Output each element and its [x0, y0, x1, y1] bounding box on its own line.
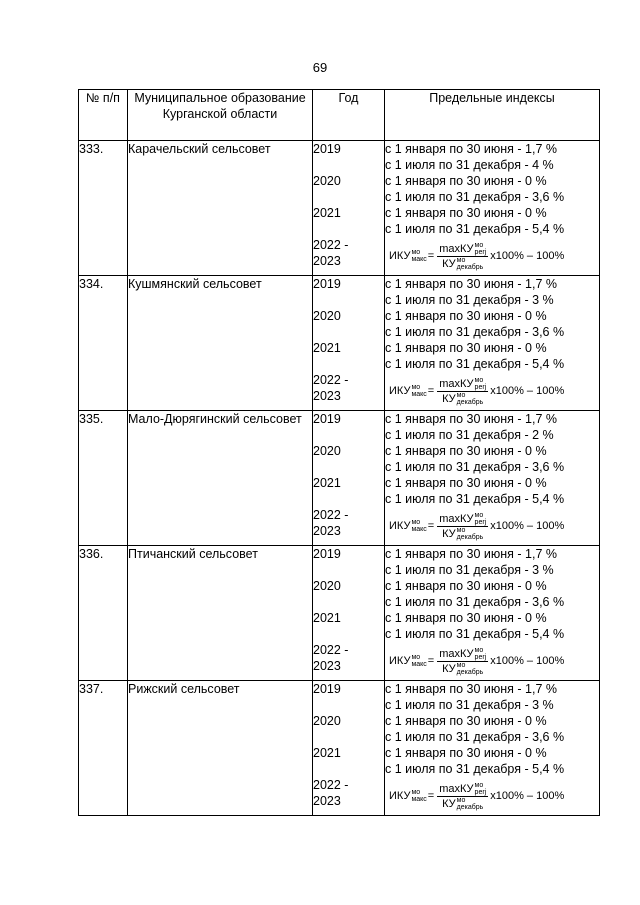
indices-cell: [385, 681, 600, 816]
index-line: с 1 июля по 31 декабря - 2 %: [385, 428, 554, 442]
index-line: с 1 июля по 31 декабря - 4 %: [385, 158, 554, 172]
formula-num-sup: мо: [474, 241, 484, 249]
formula-numerator: [437, 782, 488, 797]
index-line: с 1 июля по 31 декабря - 3,6 %: [385, 190, 565, 204]
formula-tail: х100% – 100%: [490, 385, 565, 397]
formula-num-sub: perj: [474, 653, 487, 661]
formula-eq: =: [427, 655, 435, 667]
formula-num-text: maxКУ: [439, 377, 474, 390]
formula-lhs-sub: макс: [411, 391, 427, 399]
formula-den-sub: декабрь: [456, 533, 484, 541]
formula-denominator: [440, 662, 485, 676]
year-cell: 2019: [313, 682, 341, 696]
formula-lhs: [389, 518, 427, 534]
index-line: с 1 января по 30 июня - 0 %: [385, 341, 547, 355]
index-line: с 1 июля по 31 декабря - 3,6 %: [385, 460, 565, 474]
formula-den-sup: мо: [456, 391, 466, 399]
formula-lhs: [389, 653, 427, 669]
row-number: 336.: [79, 546, 128, 681]
index-line: с 1 января по 30 июня - 0 %: [385, 579, 547, 593]
formula-num-text: maxКУ: [439, 242, 474, 255]
formula-denominator: [440, 797, 485, 811]
formula: [385, 777, 599, 815]
indices-cell: [385, 546, 600, 681]
formula: [385, 507, 599, 545]
formula-num-sup: мо: [474, 646, 484, 654]
formula-den-sup: мо: [456, 796, 466, 804]
formula-numerator: [437, 242, 488, 257]
formula-denominator: [440, 527, 485, 541]
formula-lhs-sub: макс: [411, 256, 427, 264]
formula-num-sup: мо: [474, 376, 484, 384]
header-indices: Предельные индексы: [385, 90, 600, 141]
year-cell: 2022 - 2023: [313, 778, 349, 808]
formula-numerator: [437, 647, 488, 662]
year-cell: 2022 - 2023: [313, 373, 349, 403]
formula-den-sub: декабрь: [456, 263, 484, 271]
municipality-name: Карачельский сельсовет: [128, 141, 313, 276]
year-cell: 2020: [313, 174, 341, 188]
index-line: с 1 января по 30 июня - 0 %: [385, 476, 547, 490]
formula-numerator: [437, 512, 488, 527]
year-cell: 2022 - 2023: [313, 643, 349, 673]
formula-eq: =: [427, 385, 435, 397]
formula-den-text: КУ: [442, 392, 456, 405]
formula: [385, 372, 599, 410]
formula-denominator: [440, 392, 485, 406]
index-line: с 1 июля по 31 декабря - 3 %: [385, 293, 554, 307]
index-line: с 1 июля по 31 декабря - 5,4 %: [385, 222, 565, 236]
year-cell: 2019: [313, 142, 341, 156]
formula-eq: =: [427, 790, 435, 802]
years-cell: [313, 141, 385, 276]
formula-num-sup: мо: [474, 511, 484, 519]
formula-lhs-text: ИКУ: [389, 790, 411, 802]
formula-num-text: maxКУ: [439, 512, 474, 525]
formula-den-sub: декабрь: [456, 668, 484, 676]
index-line: с 1 июля по 31 декабря - 3 %: [385, 563, 554, 577]
table-row: [79, 681, 600, 816]
year-cell: 2021: [313, 746, 341, 760]
formula-num-text: maxКУ: [439, 647, 474, 660]
formula-tail: х100% – 100%: [490, 790, 565, 802]
year-cell: 2019: [313, 547, 341, 561]
formula-lhs: [389, 383, 427, 399]
index-line: с 1 июля по 31 декабря - 5,4 %: [385, 627, 565, 641]
formula-tail: х100% – 100%: [490, 250, 565, 262]
year-cell: 2019: [313, 412, 341, 426]
formula-eq: =: [427, 520, 435, 532]
index-line: с 1 января по 30 июня - 1,7 %: [385, 547, 557, 561]
header-year: Год: [313, 90, 385, 141]
index-line: с 1 июля по 31 декабря - 3,6 %: [385, 730, 565, 744]
years-cell: [313, 411, 385, 546]
formula-lhs-text: ИКУ: [389, 520, 411, 532]
table-header-row: [79, 90, 600, 141]
table-body: [79, 141, 600, 816]
index-line: с 1 января по 30 июня - 0 %: [385, 714, 547, 728]
formula-tail: х100% – 100%: [490, 655, 565, 667]
index-line: с 1 января по 30 июня - 0 %: [385, 746, 547, 760]
indices-table: [78, 89, 600, 816]
municipality-name: Птичанский сельсовет: [128, 546, 313, 681]
formula-den-text: КУ: [442, 527, 456, 540]
year-cell: 2021: [313, 611, 341, 625]
row-number: 337.: [79, 681, 128, 816]
index-line: с 1 июля по 31 декабря - 5,4 %: [385, 492, 565, 506]
formula-numerator: [437, 377, 488, 392]
formula-lhs-text: ИКУ: [389, 250, 411, 262]
table-row: [79, 411, 600, 546]
index-line: с 1 января по 30 июня - 1,7 %: [385, 412, 557, 426]
index-line: с 1 января по 30 июня - 0 %: [385, 444, 547, 458]
formula-tail: х100% – 100%: [490, 520, 565, 532]
table-row: [79, 546, 600, 681]
formula: [385, 237, 599, 275]
index-line: с 1 июля по 31 декабря - 3 %: [385, 698, 554, 712]
indices-cell: [385, 141, 600, 276]
row-number: 335.: [79, 411, 128, 546]
formula-lhs-sup: мо: [411, 249, 421, 257]
formula-fraction: [437, 512, 488, 541]
row-number: 334.: [79, 276, 128, 411]
index-line: с 1 января по 30 июня - 0 %: [385, 174, 547, 188]
formula-num-sub: perj: [474, 518, 487, 526]
formula-lhs: [389, 248, 427, 264]
header-num: № п/п: [79, 90, 128, 141]
formula-den-sub: декабрь: [456, 398, 484, 406]
year-cell: 2021: [313, 476, 341, 490]
formula-den-sup: мо: [456, 526, 466, 534]
formula-lhs-sub: макс: [411, 661, 427, 669]
year-cell: 2020: [313, 714, 341, 728]
formula-lhs-sup: мо: [411, 789, 421, 797]
row-number: 333.: [79, 141, 128, 276]
municipality-name: Кушмянский сельсовет: [128, 276, 313, 411]
formula-denominator: [440, 257, 485, 271]
formula-lhs-sup: мо: [411, 519, 421, 527]
year-cell: 2021: [313, 341, 341, 355]
formula-fraction: [437, 242, 488, 271]
formula-den-sub: декабрь: [456, 803, 484, 811]
year-cell: 2020: [313, 444, 341, 458]
index-line: с 1 января по 30 июня - 0 %: [385, 206, 547, 220]
formula-den-text: КУ: [442, 797, 456, 810]
table-row: [79, 141, 600, 276]
index-line: с 1 июля по 31 декабря - 3,6 %: [385, 325, 565, 339]
year-cell: 2020: [313, 309, 341, 323]
formula-num-sub: perj: [474, 383, 487, 391]
index-line: с 1 января по 30 июня - 1,7 %: [385, 277, 557, 291]
formula-eq: =: [427, 250, 435, 262]
index-line: с 1 июля по 31 декабря - 5,4 %: [385, 357, 565, 371]
formula-num-sup: мо: [474, 781, 484, 789]
formula-lhs-text: ИКУ: [389, 655, 411, 667]
index-line: с 1 июля по 31 декабря - 3,6 %: [385, 595, 565, 609]
municipality-name: Мало-Дюрягинский сельсовет: [128, 411, 313, 546]
index-line: с 1 января по 30 июня - 1,7 %: [385, 682, 557, 696]
formula-num-sub: perj: [474, 248, 487, 256]
indices-cell: [385, 276, 600, 411]
year-cell: 2021: [313, 206, 341, 220]
formula-fraction: [437, 647, 488, 676]
year-cell: 2022 - 2023: [313, 508, 349, 538]
formula-fraction: [437, 782, 488, 811]
formula-den-text: КУ: [442, 257, 456, 270]
municipality-name: Рижский сельсовет: [128, 681, 313, 816]
formula-fraction: [437, 377, 488, 406]
header-name: Муниципальное образование Курганской области: [128, 90, 313, 141]
formula: [385, 642, 599, 680]
year-cell: 2020: [313, 579, 341, 593]
years-cell: [313, 276, 385, 411]
index-line: с 1 января по 30 июня - 1,7 %: [385, 142, 557, 156]
indices-cell: [385, 411, 600, 546]
formula-lhs-text: ИКУ: [389, 385, 411, 397]
index-line: с 1 июля по 31 декабря - 5,4 %: [385, 762, 565, 776]
year-cell: 2019: [313, 277, 341, 291]
years-cell: [313, 546, 385, 681]
formula-lhs: [389, 788, 427, 804]
year-cell: 2022 - 2023: [313, 238, 349, 268]
formula-den-text: КУ: [442, 662, 456, 675]
formula-lhs-sup: мо: [411, 654, 421, 662]
years-cell: [313, 681, 385, 816]
formula-lhs-sub: макс: [411, 526, 427, 534]
index-line: с 1 января по 30 июня - 0 %: [385, 611, 547, 625]
formula-num-sub: perj: [474, 788, 487, 796]
formula-den-sup: мо: [456, 661, 466, 669]
formula-den-sup: мо: [456, 256, 466, 264]
formula-num-text: maxКУ: [439, 782, 474, 795]
formula-lhs-sup: мо: [411, 384, 421, 392]
table-row: [79, 276, 600, 411]
index-line: с 1 января по 30 июня - 0 %: [385, 309, 547, 323]
formula-lhs-sub: макс: [411, 796, 427, 804]
page-number: 69: [312, 60, 328, 75]
